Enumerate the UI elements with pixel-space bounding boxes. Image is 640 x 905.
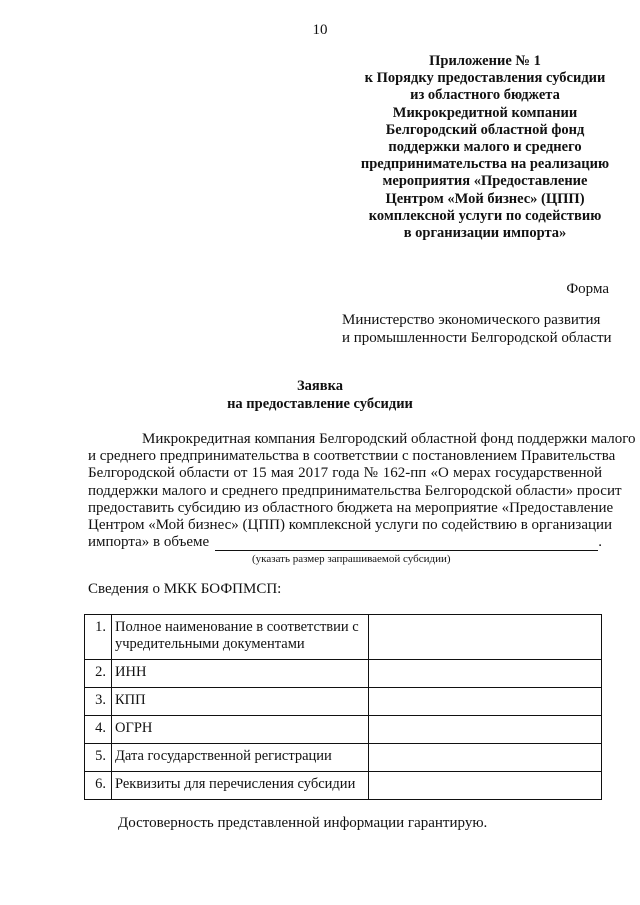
table-row (85, 688, 602, 716)
amount-line (88, 534, 602, 551)
addressee-line: и промышленности Белгородской области (342, 330, 612, 346)
row-name: КПП (112, 688, 369, 716)
title-line: Заявка (297, 378, 343, 394)
table-row (85, 615, 602, 660)
amount-field[interactable] (215, 536, 598, 551)
appendix-header (340, 53, 630, 242)
appendix-line: предпринимательства на реализацию (360, 156, 610, 173)
appendix-line: в организации импорта» (403, 225, 567, 242)
amount-end-punct: . (598, 534, 602, 551)
row-name: Полное наименование в соответствии с учредительными документами (112, 615, 369, 660)
appendix-line: из областного бюджета (410, 87, 560, 104)
row-number: 6. (85, 772, 112, 800)
document-title (0, 377, 640, 413)
application-body (88, 431, 636, 551)
form-label: Форма (566, 281, 609, 297)
info-table (84, 614, 602, 800)
row-number: 1. (85, 615, 112, 660)
row-value-field[interactable] (369, 615, 602, 660)
addressee (342, 311, 612, 347)
row-value-field[interactable] (369, 772, 602, 800)
appendix-line: Белгородский областной фонд (385, 121, 585, 138)
footer-statement: Достоверность представленной информации гарантирую. (118, 815, 488, 831)
page-number: 10 (312, 22, 328, 38)
section-label: Сведения о МКК БОФПМСП: (88, 581, 282, 597)
body-line: Микрокредитная компания Белгородский областной фонд поддержки малого (142, 431, 636, 447)
appendix-line: Центром «Мой бизнес» (ЦПП) (385, 190, 585, 207)
row-name: ИНН (112, 660, 369, 688)
appendix-line: поддержки малого и среднего (388, 139, 582, 156)
addressee-line: Министерство экономического развития (342, 312, 601, 328)
row-value-field[interactable] (369, 716, 602, 744)
row-number: 3. (85, 688, 112, 716)
body-line: Белгородской области от 15 мая 2017 года № 162-пп «О мерах государственной (88, 465, 602, 482)
amount-line-label: импорта» в объеме (88, 534, 210, 551)
table-row (85, 660, 602, 688)
row-number: 5. (85, 744, 112, 772)
title-line: на предоставление субсидии (227, 396, 413, 412)
appendix-line: Микрокредитной компании (392, 104, 578, 121)
row-value-field[interactable] (369, 744, 602, 772)
body-line: Центром «Мой бизнес» (ЦПП) комплексной услуги по содействию в организации (88, 517, 613, 534)
row-name: Дата государственной регистрации (112, 744, 369, 772)
appendix-line: комплексной услуги по содействию (368, 207, 602, 224)
row-number: 4. (85, 716, 112, 744)
appendix-line: Приложение № 1 (429, 53, 541, 69)
row-number: 2. (85, 660, 112, 688)
row-value-field[interactable] (369, 688, 602, 716)
body-line: и среднего предпринимательства в соответствии с постановлением Правительства (88, 448, 616, 465)
body-line: поддержки малого и среднего предпринимательства Белгородской области» просит (88, 482, 622, 499)
appendix-line: к Порядку предоставления субсидии (364, 70, 606, 87)
appendix-line: мероприятия «Предоставление (382, 173, 588, 190)
row-name: Реквизиты для перечисления субсидии (112, 772, 369, 800)
table-row (85, 744, 602, 772)
table-row (85, 716, 602, 744)
row-name: ОГРН (112, 716, 369, 744)
amount-hint: (указать размер запрашиваемой субсидии) (252, 553, 451, 565)
row-value-field[interactable] (369, 660, 602, 688)
table-row (85, 772, 602, 800)
body-line: предоставить субсидию из областного бюджета на мероприятие «Предоставление (88, 499, 614, 516)
